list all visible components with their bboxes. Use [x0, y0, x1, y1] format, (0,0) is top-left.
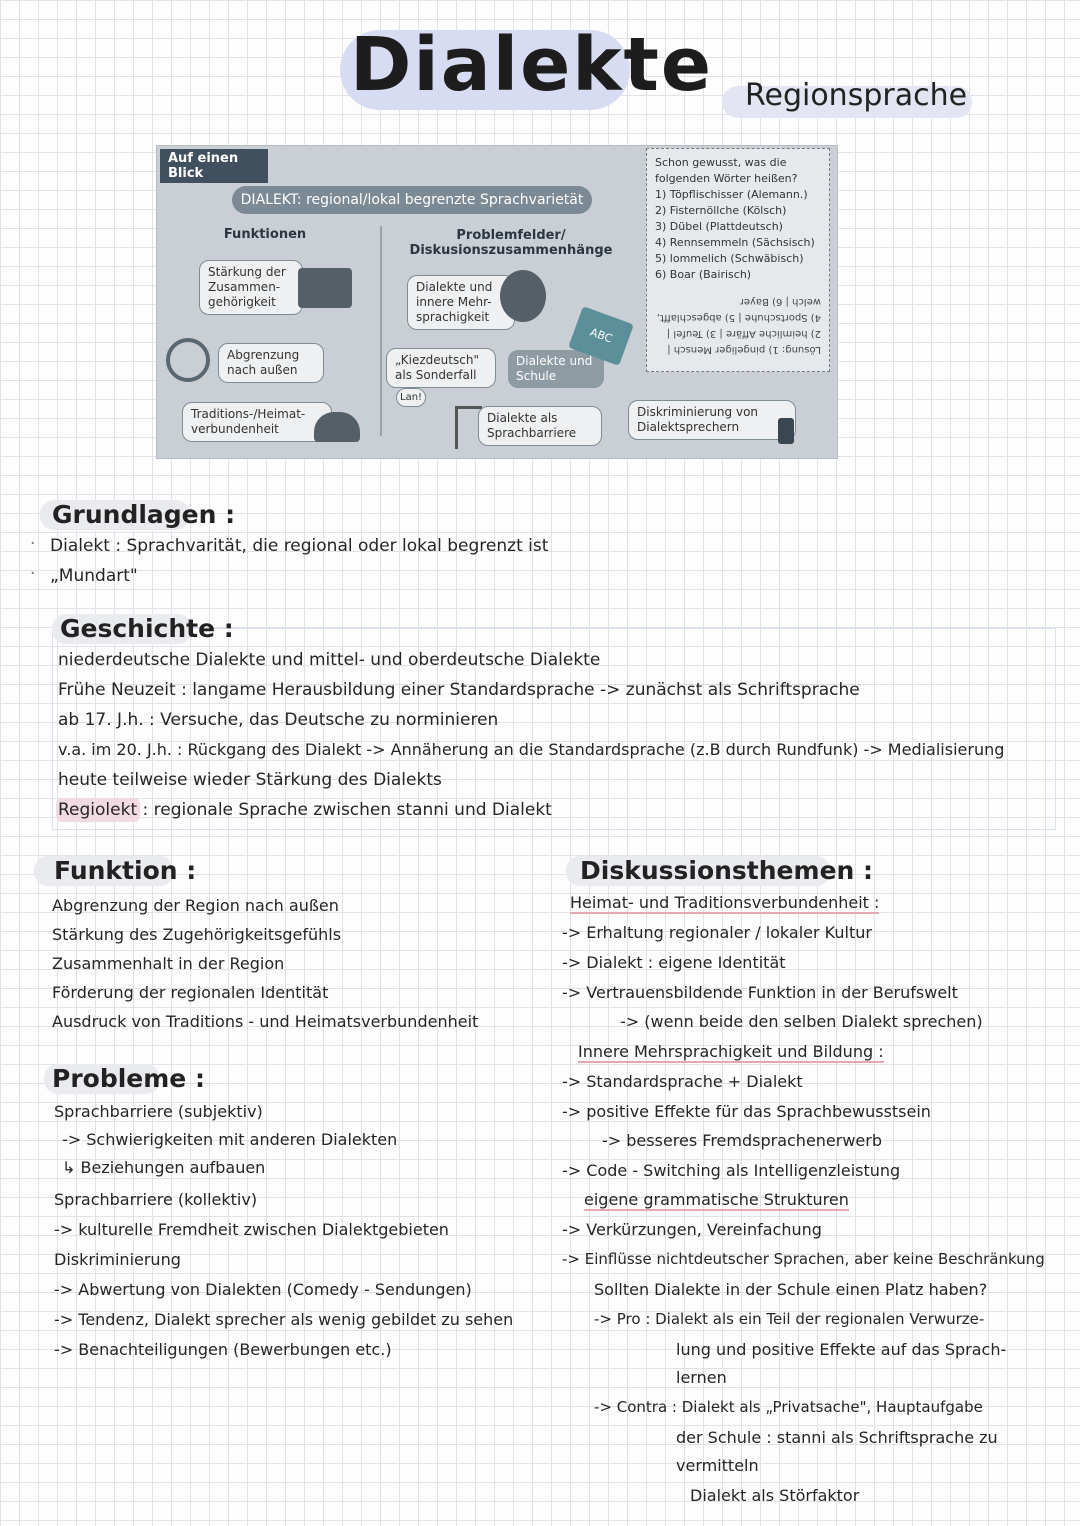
jester-hat-icon [314, 412, 360, 442]
quiz-item: 1) Töpflischisser (Alemann.) [655, 188, 808, 201]
quiz-intro: Schon gewusst, was die folgenden Wörter heißen? [655, 156, 798, 185]
probleme-line: -> Schwierigkeiten mit anderen Dialekten [62, 1130, 398, 1149]
problems-heading: Problemfelder/ Diskusionszusammenhänge [409, 228, 613, 258]
problem-bubble-2: „Kiezdeutsch" als Sonderfall [386, 348, 496, 388]
probleme-heading: Probleme : [52, 1064, 205, 1093]
diskussion-line: -> Dialekt : eigene Identität [562, 953, 786, 972]
diskussion-line: -> Vertrauensbildende Funktion in der Berufswelt [562, 983, 958, 1002]
diskussion-line: der Schule : stanni als Schriftsprache zu [676, 1428, 998, 1447]
diskussion-line: Heimat- und Traditionsverbundenheit : [570, 893, 880, 912]
book-icon: ABC [568, 306, 634, 366]
diskussion-line: -> Erhaltung regionaler / lokaler Kultur [562, 923, 872, 942]
funktion-line: Zusammenhalt in der Region [52, 954, 285, 973]
diskussion-heading: Diskussionsthemen : [580, 856, 874, 885]
quiz-answer: Lösung: 1) pingeliger Mensch | 2) heimliche Affäre | 3) Teufel | 4) Sportschuhe | 5) abgeschlafft, welch | 6) Bayer [656, 296, 821, 355]
diskussion-line: lung und positive Effekte auf das Sprach- [676, 1340, 1007, 1359]
definition-band: DIALEKT: regional/lokal begrenzte Sprachvarietät [232, 186, 592, 214]
page-title: Dialekte [350, 22, 714, 108]
probleme-line: -> kulturelle Fremdheit zwischen Dialektgebieten [54, 1220, 449, 1239]
diskussion-line: -> Contra : Dialekt als „Privatsache", Hauptaufgabe [594, 1398, 983, 1416]
column-divider [380, 226, 382, 436]
quiz-item: 5) lommelich (Schwäbisch) [655, 252, 804, 265]
functions-heading: Funktionen [223, 227, 307, 242]
diskussion-line: -> Verkürzungen, Vereinfachung [562, 1220, 822, 1239]
diskussion-line: lernen [676, 1368, 727, 1387]
quiz-item: 3) Dübel (Plattdeutsch) [655, 220, 783, 233]
diskussion-line: -> Standardsprache + Dialekt [562, 1072, 803, 1091]
funktion-line: Förderung der regionalen Identität [52, 983, 329, 1002]
diskussion-line: -> Pro : Dialekt als ein Teil der regionalen Verwurze- [594, 1310, 985, 1328]
probleme-line: -> Benachteiligungen (Bewerbungen etc.) [54, 1340, 392, 1359]
diskussion-line: -> Code - Switching als Intelligenzleistung [562, 1161, 901, 1180]
problem-bubble-5: Diskriminierung von Dialektsprechern [628, 400, 796, 440]
diskussion-line: Sollten Dialekte in der Schule einen Platz haben? [594, 1280, 988, 1299]
geschichte-line: heute teilweise wieder Stärkung des Dialekts [58, 770, 442, 790]
grundlagen-line: „Mundart" [50, 566, 138, 586]
speech-bubble-lan: Lan! [396, 388, 426, 407]
funktion-line: Ausdruck von Traditions - und Heimatsverbundenheit [52, 1012, 479, 1031]
head-profile-icon [500, 270, 546, 322]
infographic-tag: Auf einen Blick [160, 149, 268, 183]
geschichte-line: niederdeutsche Dialekte und mittel- und oberdeutsche Dialekte [58, 650, 601, 670]
geschichte-line: Regiolekt : regionale Sprache zwischen stanni und Dialekt [58, 800, 552, 820]
diskussion-line: eigene grammatische Strukturen [584, 1190, 849, 1209]
function-bubble-1: Stärkung der Zusammen-gehörigkeit [199, 260, 303, 315]
geschichte-line: ab 17. J.h. : Versuche, das Deutsche zu norminieren [58, 710, 499, 730]
no-entry-icon [166, 338, 210, 382]
function-bubble-2: Abgrenzung nach außen [218, 343, 324, 383]
grundlagen-line: Dialekt : Sprachvarität, die regional oder lokal begrenzt ist [50, 536, 549, 556]
diskussion-line: -> Einflüsse nichtdeutscher Sprachen, aber keine Beschränkung [562, 1250, 1045, 1268]
geschichte-heading: Geschichte : [60, 614, 234, 643]
diskussion-line: Innere Mehrsprachigkeit und Bildung : [578, 1042, 884, 1061]
quiz-box [646, 148, 830, 372]
function-bubble-3: Traditions-/Heimat-verbundenheit [182, 402, 332, 442]
quiz-item: 6) Boar (Bairisch) [655, 268, 752, 281]
geschichte-line: v.a. im 20. J.h. : Rückgang des Dialekt -> Annäherung an die Standardsprache (z.B durch Rundfunk) -> Medialisierung [58, 740, 1005, 759]
funktion-line: Abgrenzung der Region nach außen [52, 896, 339, 915]
thumb-down-icon [778, 418, 794, 444]
diskussion-line: -> besseres Fremdsprachenerwerb [602, 1131, 883, 1150]
probleme-line: Diskriminierung [54, 1250, 181, 1269]
diskussion-line: -> positive Effekte für das Sprachbewusstsein [562, 1102, 931, 1121]
funktion-line: Stärkung des Zugehörigkeitsgefühls [52, 925, 342, 944]
probleme-line: -> Tendenz, Dialekt sprecher als wenig gebildet zu sehen [54, 1310, 514, 1329]
problem-bubble-1: Dialekte und innere Mehr-sprachigkeit [407, 275, 515, 330]
probleme-line: Sprachbarriere (subjektiv) [54, 1102, 263, 1121]
quiz-item: 4) Rennsemmeln (Sächsisch) [655, 236, 815, 249]
diskussion-line: Dialekt als Störfaktor [690, 1486, 860, 1505]
group-icon [298, 268, 352, 308]
funktion-heading: Funktion : [54, 856, 197, 885]
page-subtitle: Regionsprache [745, 78, 968, 113]
probleme-line: Sprachbarriere (kollektiv) [54, 1190, 258, 1209]
grundlagen-heading: Grundlagen : [52, 500, 236, 529]
geschichte-line: Frühe Neuzeit : langame Herausbildung einer Standardsprache -> zunächst als Schriftsprache [58, 680, 860, 700]
probleme-line: ↳ Beziehungen aufbauen [62, 1158, 266, 1177]
problem-bubble-4: Dialekte als Sprachbarriere [478, 406, 602, 446]
diskussion-line: vermitteln [676, 1456, 759, 1475]
probleme-line: -> Abwertung von Dialekten (Comedy - Sendungen) [54, 1280, 472, 1299]
problem-bubble-3: Dialekte und Schule [508, 350, 604, 388]
diskussion-line: -> (wenn beide den selben Dialekt sprechen) [620, 1012, 983, 1031]
quiz-item: 2) Fisternöllche (Kölsch) [655, 204, 787, 217]
